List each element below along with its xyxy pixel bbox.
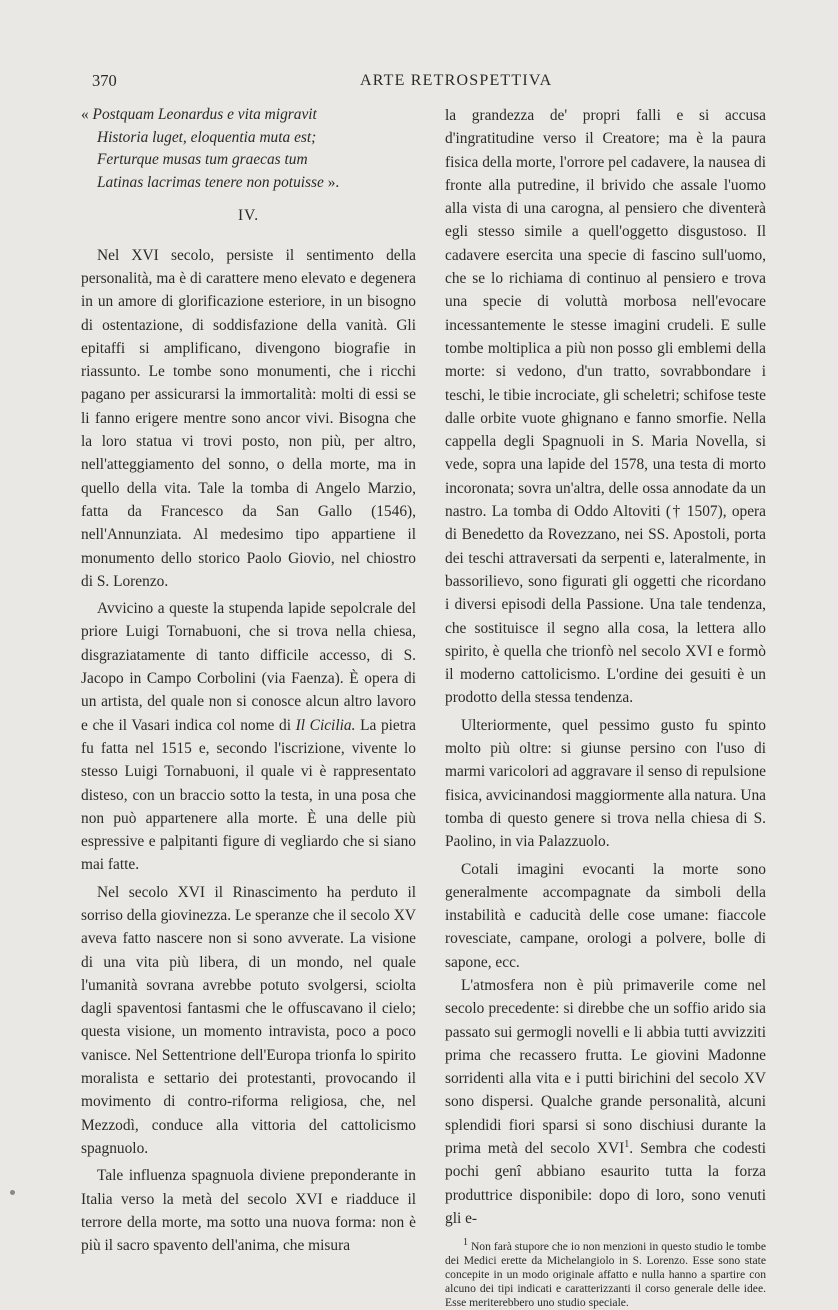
verse-line-1: Postquam Leonardus e vita migravit bbox=[92, 106, 317, 123]
paragraph bbox=[81, 597, 416, 877]
verse-line-3: Ferturque musas tum graecas tum bbox=[97, 151, 308, 169]
footnote-reference: 1 bbox=[624, 1138, 630, 1150]
paragraph: Nel secolo XVI il Rinascimento ha perduto il sorriso della giovinezza. Le speranze che il secolo XV aveva fatto nascere non si sono avverate. La visione di una vita più libera, di un mondo, nel quale l'umanità sovrana avrebbe potuto svolgersi, sciolta dagli spaventosi fantasmi che le offuscavano il cielo; questa visione, un momento intravista, poco a poco vanisce. Nel Settentrione dell'Europa trionfa lo spirito moralista e settario dei protestanti, provocando il movimento di contro-riforma religiosa, che, nel Mezzodì, conduce alla vittoria del cattolicismo spagnuolo. bbox=[81, 883, 416, 1157]
italic-name: Il Cicilia. bbox=[295, 716, 356, 734]
open-quote: « bbox=[81, 106, 93, 123]
paragraph-text: . Sembra che codesti pochi genî abbiano esaurito tutta la forza produttrice disponibile: dopo di loro, sono venuti gli e- bbox=[445, 1140, 766, 1227]
verse-line-4: Latinas lacrimas tenere non potuisse bbox=[97, 173, 324, 191]
paragraph-text: L'atmosfera non è più primaverile come nel secolo precedente: si direbbe che un soffio arido sia passato sui germogli novelli e li abbia tutti avvizziti prima che recassero frutta. Le giovini Madonne sorridenti alla vita e i putti birichini del secolo XV sono dispersi. Qualche grande personalità, alcuni splendidi fiori sparsi si sono dischiusi durante la prima metà del secolo XVI bbox=[445, 976, 766, 1158]
latin-epitaph-verse bbox=[81, 104, 416, 194]
footnote-mark: 1 bbox=[463, 1237, 468, 1249]
paragraph: Cotali imagini evocanti la morte sono generalmente accompagnate da simboli della instabilità e caducità delle cose umane: fiaccole rovesciate, campane, orologi a polvere, bolle di sapone, ecc. bbox=[445, 860, 766, 971]
left-column bbox=[81, 104, 416, 1257]
paragraph: la grandezza de' propri falli e si accusa d'ingratitudine verso il Creatore; ma è la paura fisica della morte, l'orrore pel cadavere, la nausea di fronte alla putredine, il brivido che assale l'uomo alla vista di una carogna, al pensiero che diventerà egli stesso simile a quell'oggetto disgustoso. Il cadavere esercita una specie di fascino sull'uomo, che se lo richiama di continuo al pensiero e trova una specie di voluttà morbosa nell'evocare incessantemente le stesse imagini crudeli. E sulle tombe moltiplica a più non posso gli emblemi della morte: si vedono, d'un tratto, sovrabbondare i teschi, le tibie incrociate, gli scheletri; schifose teste dalle orbite vuote ghignano e fanno smorfie. Nella cappella degli Spagnuoli in S. Maria Novella, si vede, sopra una lapide del 1578, una testa di morto incoronata; sovra un'altra, delle ossa annodate da un nastro. La tomba di Oddo Altoviti († 1507), opera di Benedetto da Rovezzano, nei SS. Apostoli, porta dei teschi attraversati da serpenti e, lateralmente, in bassorilievo, sono figurati gli oggetti che ricordano i diversi episodi della Passione. Una tale tendenza, che sostituisce il segno alla cosa, la lettera allo spirito, è quella che trionfò nel secolo XVI e formò il moderno cattolicismo. L'ordine dei gesuiti è un prodotto della stessa tendenza. bbox=[445, 107, 766, 707]
paragraph-text: La pietra fu fatta nel 1515 e, secondo l'iscrizione, vivente lo stesso Luigi Tornabuoni, il quale vi è rappresentato disteso, con un braccio sotto la testa, in una posa che non può appartenere alla morte. È una delle più espressive e palpitanti figure di vegliardo che si siano mai fatte. bbox=[81, 716, 416, 874]
section-heading: IV. bbox=[237, 207, 260, 225]
running-head: ARTE RETROSPETTIVA bbox=[360, 72, 553, 89]
footnote bbox=[445, 1237, 766, 1310]
verse-line-2: Historia luget, eloquentia muta est; bbox=[97, 128, 317, 146]
verse-line bbox=[81, 104, 416, 127]
footnote-text: Non farà stupore che io non menzioni in questo studio le tombe dei Medici erette da Michelangiolo in S. Lorenzo. Esse sono state concepite in un modo originale affatto e nulla hanno a spartire con alcuno dei tipi indicati e caratterizzanti il corso generale delle idee. Esse meriterebbero uno studio speciale. bbox=[445, 1240, 766, 1310]
paragraph: Nel XVI secolo, persiste il sentimento della personalità, ma è di carattere meno elevato e degenera in un amore di glorificazione esteriore, in un bisogno di ostentazione, di soddisfazione della vanità. Gli epitaffi si amplificano, divengono biografie in riassunto. Le tombe sono monumenti, che i ricchi pagano per assicurarsi la immortalità: molti di essi se li fanno erigere mentre sono ancor vivi. Bisogna che la loro statua vi trovi posto, non più, per altro, nell'atteggiamento del sonno, o della morte, ma in quello della vita. Tale la tomba di Angelo Marzio, fatta da Francesco da San Gallo (1546), nell'Annunziata. Al medesimo tipo appartiene il monumento dello storico Paolo Giovio, nel chiostro di S. Lorenzo. bbox=[81, 246, 416, 590]
page-number: 370 bbox=[92, 71, 117, 90]
right-column bbox=[445, 104, 766, 1310]
scan-speck bbox=[10, 1190, 15, 1195]
paragraph-text: Avvicino a queste la stupenda lapide sepolcrale del priore Luigi Tornabuoni, che si trova nella chiesa, disgraziatamente di tanto difficile accesso, di S. Jacopo in Campo Corbolini (via Faenza). È opera di un artista, del quale non si conosce alcun altro lavoro e che il Vasari indica col nome di bbox=[81, 600, 416, 734]
paragraph: Ulteriormente, quel pessimo gusto fu spinto molto più oltre: si giunse persino con l'uso di marmi varicolori ad aggravare il senso di repulsione fisica, avvicinandosi maggiormente alla natura. Una tomba di questo genere si trova nella chiesa di S. Paolino, in via Palazzuolo. bbox=[445, 716, 766, 851]
paragraph: Tale influenza spagnuola diviene preponderante in Italia verso la metà del secolo XVI e riadduce il terrore della morte, ma sotto una nuova forma: non è più il sacro spavento dell'anima, che misura bbox=[81, 1167, 416, 1255]
paragraph bbox=[445, 974, 766, 1230]
close-quote: ». bbox=[323, 173, 340, 191]
verse-line bbox=[97, 172, 416, 195]
